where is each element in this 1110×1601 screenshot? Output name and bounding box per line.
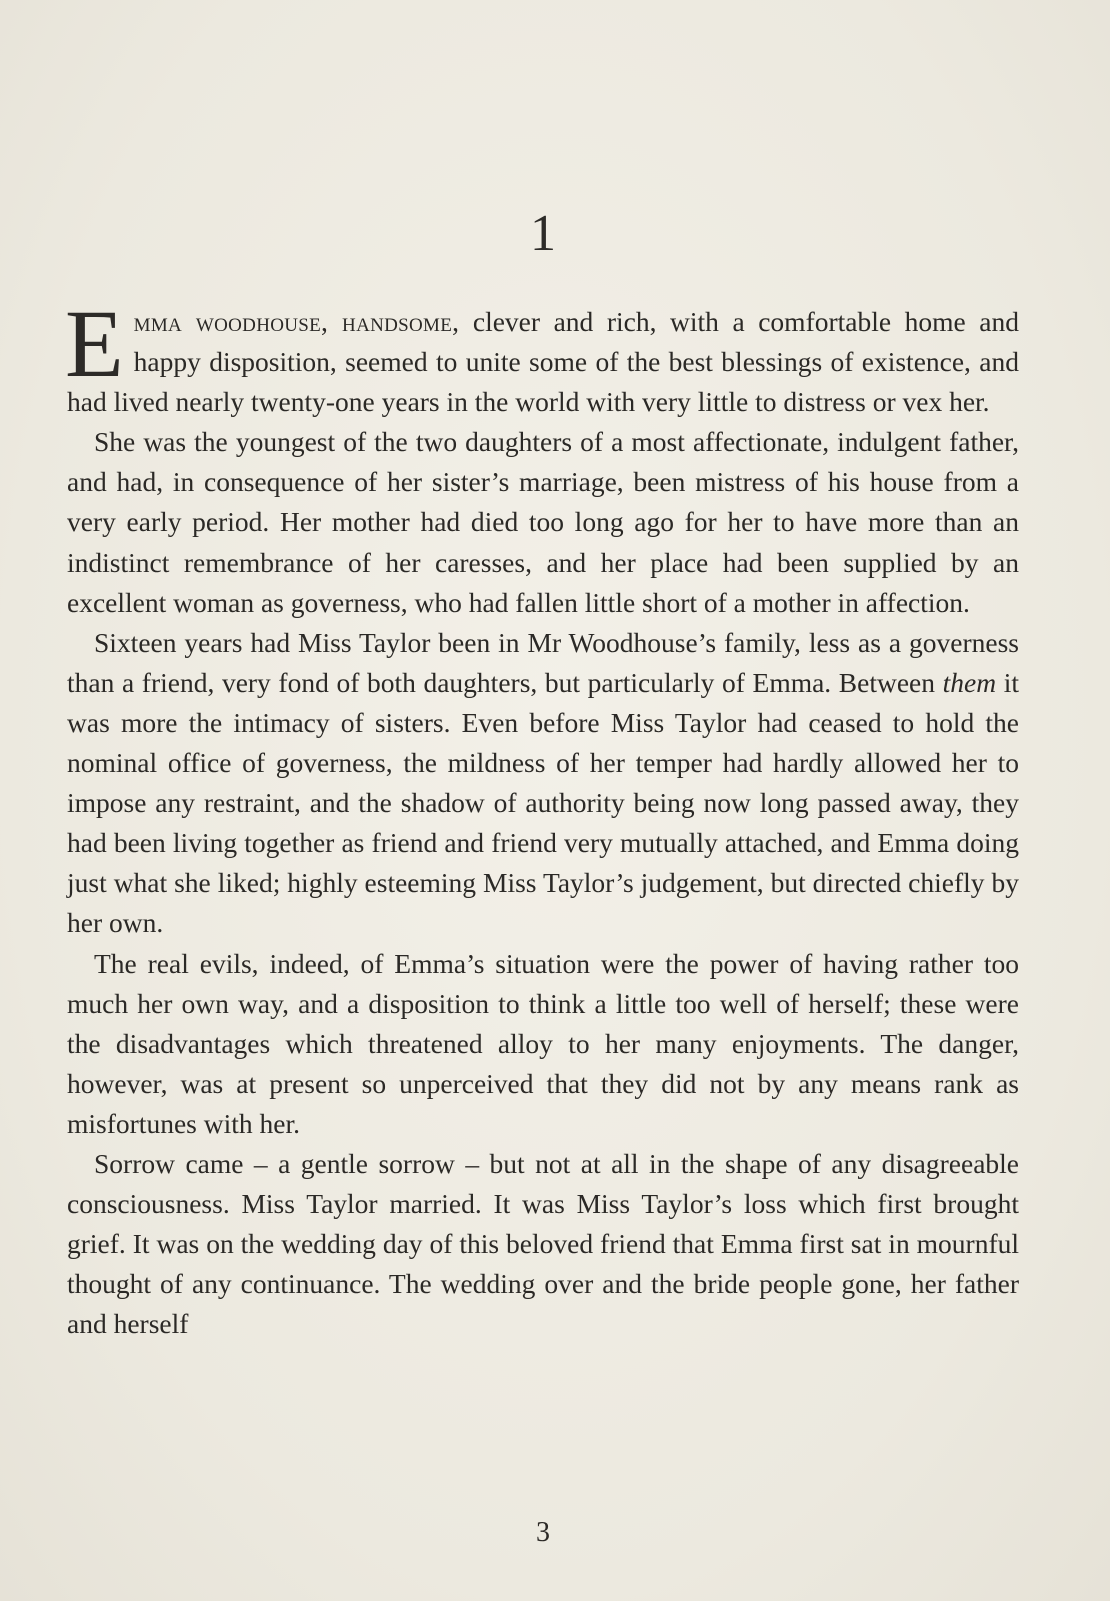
body-text	[65, 290, 1020, 1344]
drop-cap: E	[65, 290, 124, 397]
emphasis-them: them	[942, 666, 997, 698]
paragraph-5: Sorrow came – a gentle sorrow – but not at all in the shape of any disagreeable consciousness. Miss Taylor married. It was Miss Taylor’s loss which first brought grief. It was on the wedding day of this beloved friend that Emma first sat in mournful thought of any continuance. The wedding over and the bride people gone, her father and herself	[67, 1147, 1019, 1340]
paragraph-4: The real evils, indeed, of Emma’s situation were the power of having rather too much her own way, and a disposition to think a little too well of herself; these were the disadvantages which threatened alloy to her many enjoyments. The danger, however, was at present so unperceived that they did not by any means rank as misfortunes with her.	[67, 947, 1019, 1139]
paragraph-2: She was the youngest of the two daughters of a most affectionate, indulgent father, and had, in consequence of her sister’s marriage, been mistress of his house from a very early period. Her mother had died too long ago for her to have more than an indistinct remembrance of her caresses, and her place had been supplied by an excellent woman as governess, who had fallen little short of a mother in affection.	[67, 426, 1019, 618]
paragraph-1-text: clever and rich, with a comfortable home and happy disposition, seemed to unite some of the best blessings of existence, and had lived nearly twenty-one years in the world with very little to distress or vex her.	[67, 306, 1019, 418]
paragraph-3	[67, 623, 1019, 944]
paragraph-3-after: it was more the intimacy of sisters. Even before Miss Taylor had ceased to hold the nominal office of governess, the mildness of her temper had hardly allowed her to impose any restraint, and the shadow of authority being now long passed away, they had been living together as friend and friend very mutually attached, and Emma doing just what she liked; highly esteeming Miss Taylor’s judgement, but directed chiefly by her own.	[67, 666, 1020, 939]
opening-small-caps: mma woodhouse, handsome,	[133, 306, 460, 337]
page-number: 3	[536, 1517, 550, 1548]
paragraph-1	[65, 290, 1019, 422]
chapter-number: 1	[530, 205, 556, 262]
paragraph-3-before: Sixteen years had Miss Taylor been in Mr Woodhouse’s family, less as a governess than a friend, very fond of both daughters, but particularly of Emma. Between	[67, 626, 1019, 698]
